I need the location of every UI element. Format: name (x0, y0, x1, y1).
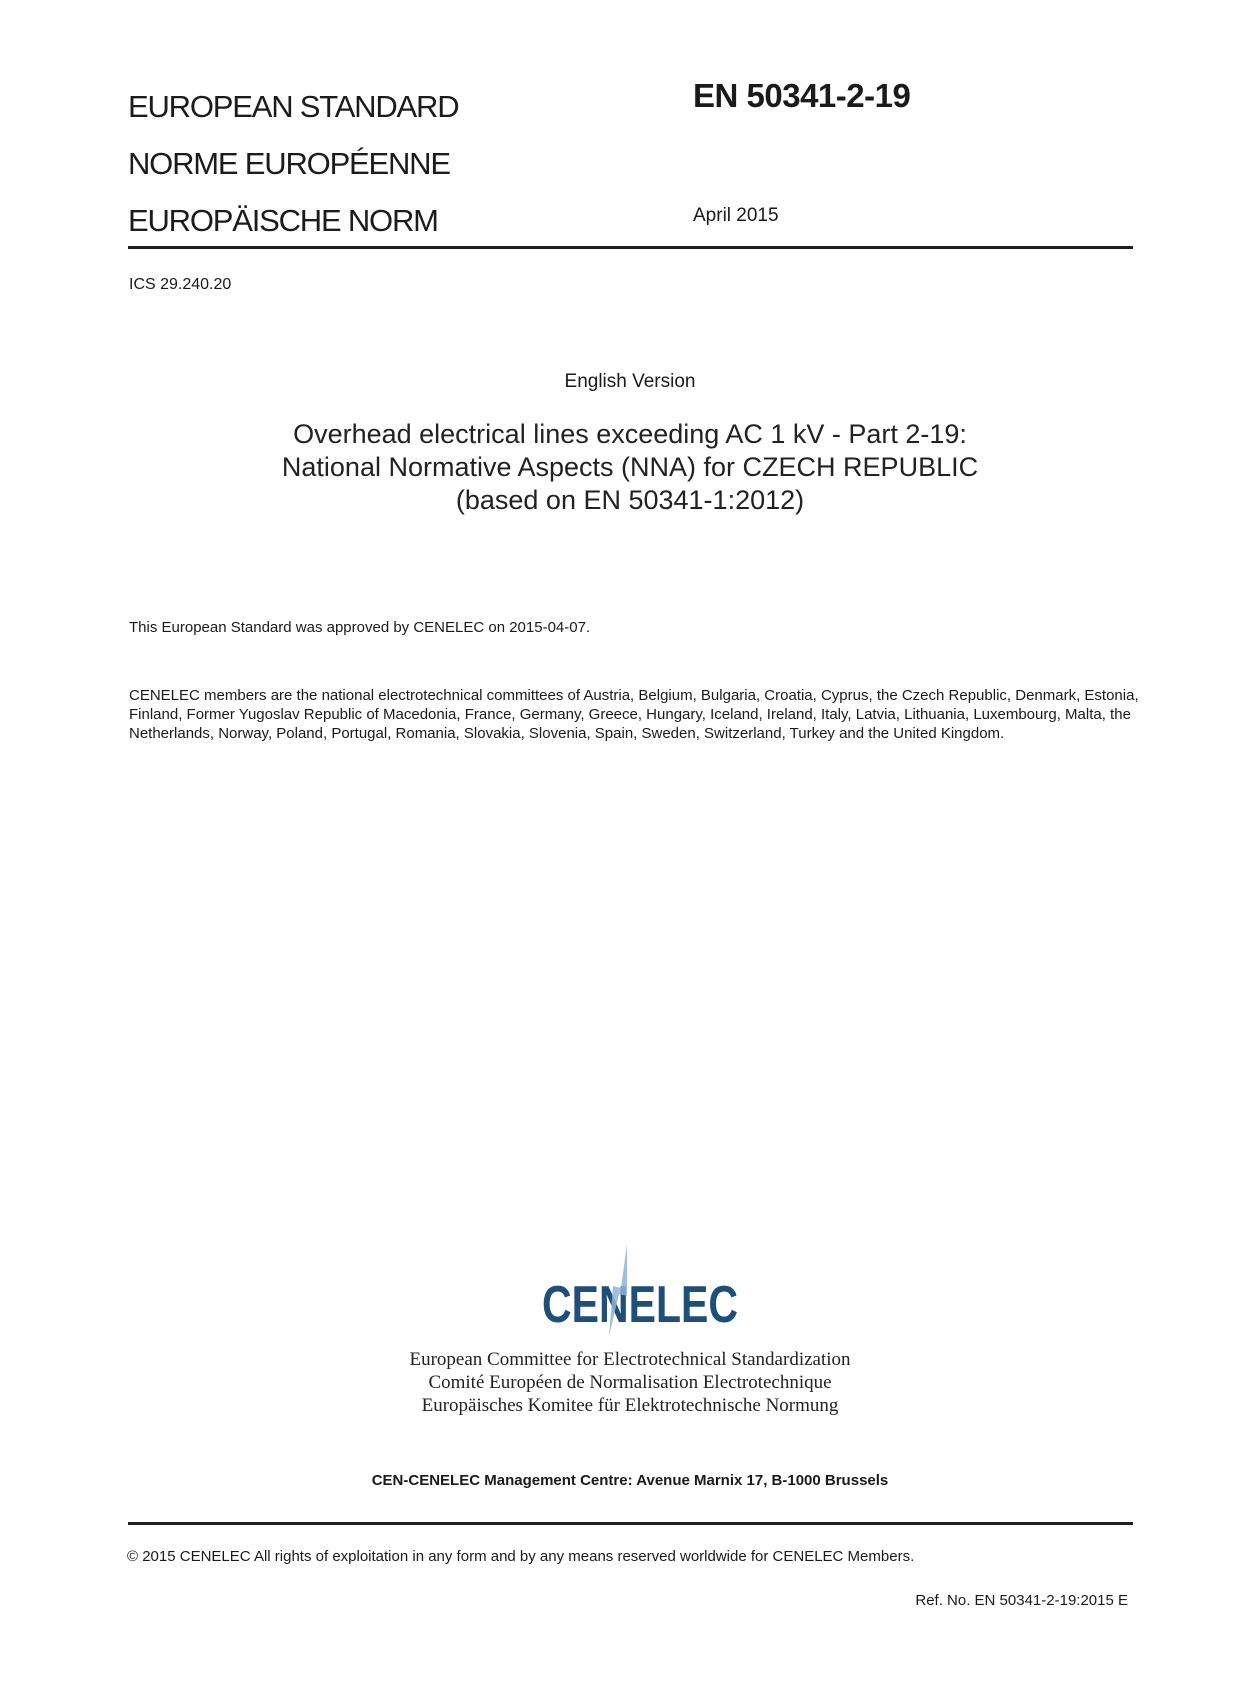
designation-fr: NORME EUROPÉENNE (128, 146, 450, 181)
designation-en: EUROPEAN STANDARD (128, 89, 459, 124)
copyright-notice: © 2015 CENELEC All rights of exploitation in any form and by any means reserved worldwide for CENELEC Members. (127, 1548, 915, 1565)
standard-designations (128, 78, 688, 249)
designation-de: EUROPÄISCHE NORM (128, 203, 438, 238)
logo-wordmark: CENELEC (542, 1276, 738, 1334)
committee-name-de: Europäisches Komitee für Elektrotechnische Normung (421, 1395, 839, 1416)
document-title (0, 418, 1260, 517)
language-version: English Version (564, 371, 696, 392)
title-line: National Normative Aspects (NNA) for CZECH REPUBLIC (281, 452, 979, 482)
approval-statement: This European Standard was approved by CENELEC on 2015-04-07. (129, 619, 591, 636)
cenelec-logo (535, 1240, 745, 1336)
management-centre-address: CEN-CENELEC Management Centre: Avenue Marnix 17, B-1000 Brussels (371, 1472, 889, 1489)
header-divider (128, 246, 1133, 249)
members-paragraph: CENELEC members are the national electrotechnical committees of Austria, Belgium, Bulgaria, Croatia, Cyprus, the Czech Republic, Denmark, Estonia, Finland, Former Yugoslav Republic of Macedonia, France, Germany, Greece, Hungary, Iceland, Ireland, Italy, Latvia, Lithuania, Luxembourg, Malta, the Netherlands, Norway, Poland, Portugal, Romania, Slovakia, Slovenia, Spain, Sweden, Switzerland, Turkey and the United Kingdom. (129, 687, 1139, 742)
footer-divider (128, 1522, 1133, 1525)
publication-date: April 2015 (693, 205, 779, 226)
standard-number: EN 50341-2-19 (693, 77, 911, 114)
committee-name-fr: Comité Européen de Normalisation Electrotechnique (428, 1372, 832, 1393)
committee-names (0, 1348, 1260, 1417)
ics-code: ICS 29.240.20 (129, 276, 232, 293)
committee-name-en: European Committee for Electrotechnical Standardization (409, 1349, 851, 1370)
reference-number: Ref. No. EN 50341-2-19:2015 E (915, 1592, 1128, 1609)
title-line: (based on EN 50341-1:2012) (455, 485, 805, 515)
title-line: Overhead electrical lines exceeding AC 1 kV - Part 2-19: (293, 419, 967, 449)
